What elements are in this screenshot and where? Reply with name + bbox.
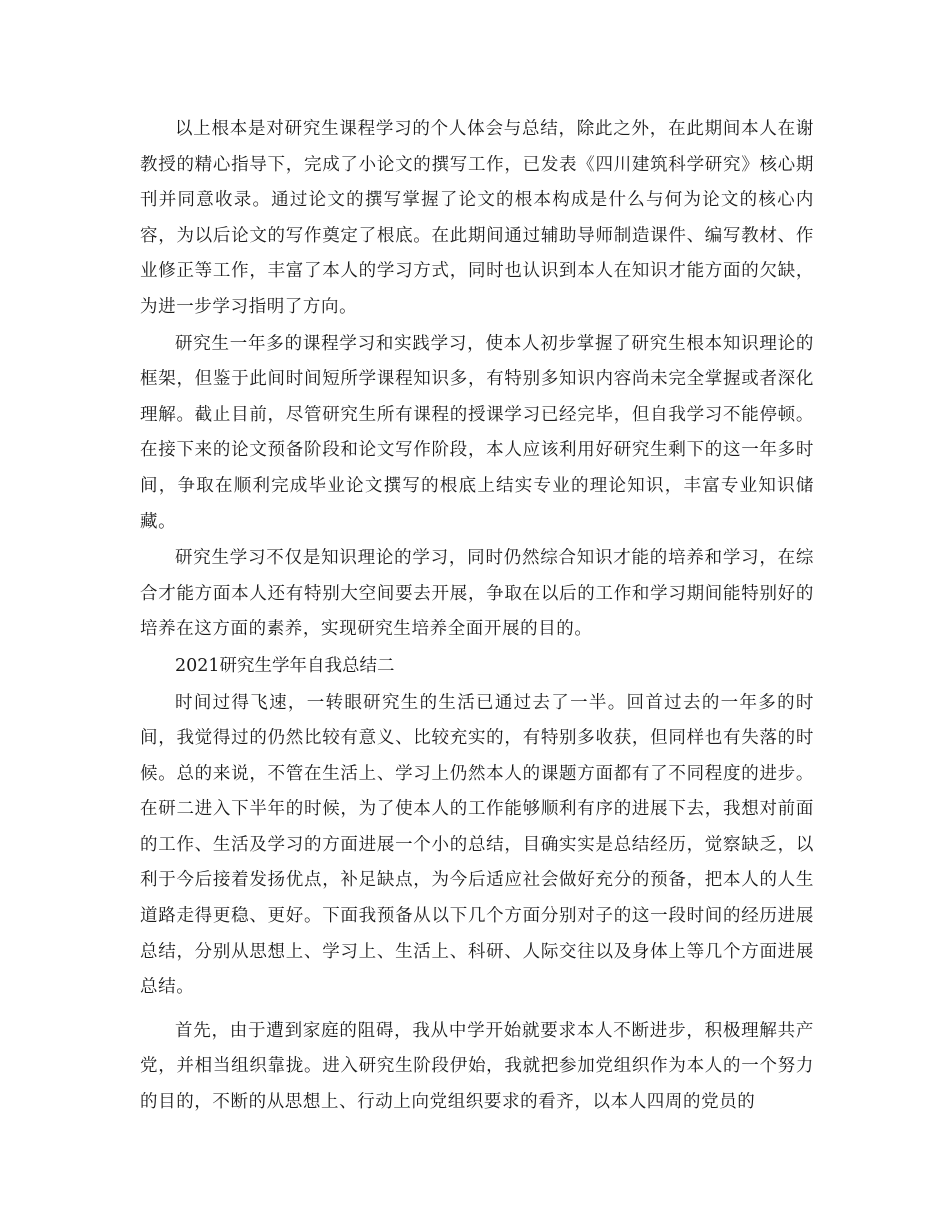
paragraph: 首先，由于遭到家庭的阻碍，我从中学开始就要求本人不断进步，积极理解共产党，并相当组织靠拢。进入研究生阶段伊始，我就把参加党组织作为本人的一个努力的目的，不断的从思想上、行动上向党组织要求的看齐，以本人四周的党员的 [140,1020,814,1113]
section-heading: 2021研究生学年自我总结二 [175,655,395,676]
paragraph: 研究生学习不仅是知识理论的学习，同时仍然综合知识才能的培养和学习，在综合才能方面本人还有特别大空间要去开展，争取在以后的工作和学习期间能特别好的培养在这方面的素养，实现研究生培养全面开展的目的。 [140,548,814,640]
document-body [140,112,814,1121]
paragraph: 研究生一年多的课程学习和实践学习，使本人初步掌握了研究生根本知识理论的框架，但鉴于此间时间短所学课程知识多，有特别多知识内容尚未完全掌握或者深化理解。截止目前，尽管研究生所有课程的授课学习已经完毕，但自我学习不能停顿。在接下来的论文预备阶段和论文写作阶段，本人应该利用好研究生剩下的这一年多时间，争取在顺利完成毕业论文撰写的根底上结实专业的理论知识，丰富专业知识储藏。 [140,333,814,532]
paragraph: 时间过得飞速，一转眼研究生的生活已通过去了一半。回首过去的一年多的时间，我觉得过的仍然比较有意义、比较充实的，有特别多收获，但同样也有失落的时候。总的来说，不管在生活上、学习上仍然本人的课题方面都有了不同程度的进步。在研二进入下半年的时候，为了使本人的工作能够顺利有序的进展下去，我想对前面的工作、生活及学习的方面进展一个小的总结，目确实实是总结经历，觉察缺乏，以利于今后接着发扬优点，补足缺点，为今后适应社会做好充分的预备，把本人的人生道路走得更稳、更好。下面我预备从以下几个方面分别对子的这一段时间的经历进展总结，分别从思想上、学习上、生活上、科研、人际交往以及身体上等几个方面进展总结。 [140,692,814,998]
paragraph: 以上根本是对研究生课程学习的个人体会与总结，除此之外，在此期间本人在谢教授的精心指导下，完成了小论文的撰写工作，已发表《四川建筑科学研究》核心期刊并同意收录。通过论文的撰写掌握了论文的根本构成是什么与何为论文的核心内容，为以后论文的写作奠定了根底。在此期间通过辅助导师制造课件、编写教材、作业修正等工作，丰富了本人的学习方式，同时也认识到本人在知识才能方面的欠缺，为进一步学习指明了方向。 [140,119,814,317]
